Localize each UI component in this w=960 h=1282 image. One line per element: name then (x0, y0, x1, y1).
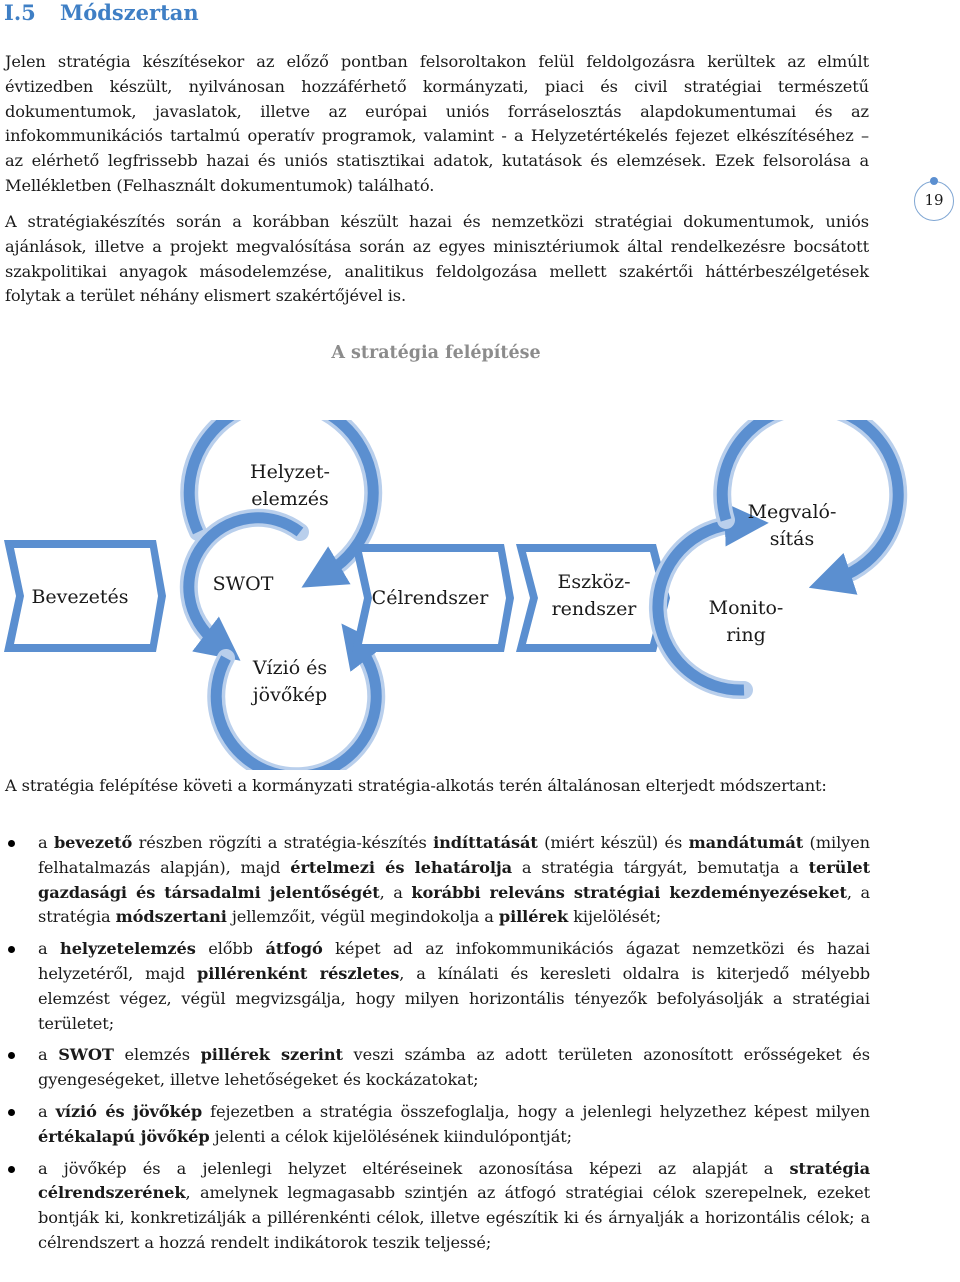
celrendszer-step (352, 544, 514, 652)
bold-text: vízió és jövőkép (55, 1101, 203, 1121)
bold-text: értékalapú jövőkép (38, 1126, 210, 1146)
bold-text: átfogó (265, 939, 323, 959)
helyzetelemzes-step (189, 420, 373, 572)
text-run: kijelölését; (568, 907, 662, 927)
bold-text: korábbi releváns stratégiai kezdeményezéseket (411, 882, 847, 902)
megvalositas-step (722, 420, 898, 578)
bold-text: mandátumát (688, 833, 804, 852)
bevezetes-label: Bevezetés (31, 586, 129, 608)
bold-text: értelmezi és lehatárolja (290, 857, 513, 877)
diagram-title: A stratégia felépítése (331, 343, 541, 363)
text-run: a (38, 939, 61, 959)
helyzetelemzes-label-line2: elemzés (251, 488, 329, 510)
list-item (0, 1043, 870, 1093)
section-number: I.5 (4, 0, 36, 25)
text-run: , a kínálati és keresleti oldalra is kiterjedő mélyebb elemzést végez, végül megvizsgálja, hogy milyen horizontális tényezők befolyásolják a stratégiai területet; (38, 963, 870, 1033)
megvalositas-label-line1: Megvaló- (747, 501, 837, 523)
section-title: Módszertan (60, 0, 199, 25)
text-run: (milyen felhatalmazás alapján), majd (38, 833, 870, 877)
structure-bullet-list (0, 831, 870, 1263)
megvalositas-label-line2: sítás (769, 528, 815, 550)
text-run: (miért készül) és (537, 833, 689, 852)
bold-text: bevezető (53, 833, 133, 852)
text-run: , a (379, 882, 412, 902)
page-number: 19 (924, 191, 944, 209)
eszkozrendszer-step (516, 544, 670, 652)
list-item (0, 1100, 870, 1150)
vizio-label-line1: Vízió és (252, 657, 328, 679)
vizio-label-line2: jövőkép (252, 684, 328, 706)
text-run: a stratégia tárgyát, bemutatja a (512, 857, 809, 877)
text-run: jellemzőit, végül megindokolja a (226, 907, 499, 927)
eszkozrendszer-label-line2: rendszer (551, 598, 637, 620)
bold-text: stratégia célrendszerének (38, 1158, 870, 1203)
method-paragraph: A stratégiakészítés során a korábban készült hazai és nemzetközi stratégiai dokumentumok, uniós ajánlások, illetve a projekt megvalósítása során az egyes minisztériumok által rendelkezésre bocsátott szakpolitikai anyagok másodelemzése, analitikus feldolgozása mellett szakértői háttérbeszélgetések folytak a terület néhány elismert szakértőjével is. (5, 212, 869, 306)
list-item (0, 937, 870, 1036)
bold-text: pillérek (498, 907, 569, 927)
text-run: veszi számba az adott területen azonosított erősségeket és gyengeségeket, illetve lehetőségeket és kockázatokat; (38, 1045, 870, 1090)
celrendszer-label: Célrendszer (371, 587, 489, 609)
text-run: , amelynek legmagasabb szintjén az átfogó stratégiai célok szerepelnek, ezeket bontják ki, konkretizálják a pillérenkénti célok, illetve egészítik ki és árnyalják a horizontális célok; a célrendszert a hozzá rendelt indikátorok teszik teljessé; (38, 1183, 870, 1252)
bold-text: helyzetelemzés (60, 939, 196, 959)
text-run: , a stratégia (38, 882, 870, 927)
monitoring-label-line2: ring (726, 624, 766, 646)
bold-text: pillérek szerint (200, 1045, 343, 1065)
strategy-structure-diagram (0, 420, 960, 770)
list-item (0, 831, 870, 930)
helyzetelemzes-label-line1: Helyzet- (250, 461, 330, 483)
list-item (0, 1157, 870, 1256)
text-run: fejezetben a stratégia összefoglalja, hogy a jelenlegi helyzethez képest milyen (202, 1101, 871, 1121)
text-run: jelenti a célok kijelölésének kiindulópontját; (209, 1126, 573, 1146)
vizio-step (216, 648, 376, 770)
bold-text: terület gazdasági és társadalmi jelentőségét (38, 857, 870, 902)
text-run: a (38, 833, 54, 852)
swot-label: SWOT (212, 573, 274, 595)
text-run: előbb (195, 939, 266, 959)
text-run: képet ad az infokommunikációs ágazat nemzetközi és hazai helyzetéről, majd (38, 939, 870, 983)
section-heading (4, 0, 199, 25)
bold-text: SWOT (58, 1045, 114, 1065)
monitoring-label-line1: Monito- (708, 597, 784, 619)
text-run: elemzés (113, 1045, 201, 1065)
bold-text: pillérenként részletes (197, 963, 400, 983)
monitoring-step (658, 524, 783, 690)
text-run: részben rögzíti a stratégia-készítés (132, 833, 434, 852)
text-run: a (38, 1045, 59, 1065)
bevezetes-step (4, 540, 166, 652)
swot-step (189, 518, 300, 642)
intro-paragraph: Jelen stratégia készítésekor az előző pontban felsoroltakon felül feldolgozásra kerültek az elmúlt évtizedben készült, nyilvánosan hozzáférhető kormányzati, piaci és civil stratégiai természetű dokumentumok, javaslatok, illetve az európai uniós forráselosztás alapdokumentumai és az infokommunikációs tartalmú operatív programok, valamint - a Helyzetértékelés fejezet elkészítéséhez – az elérhető legfrissebb hazai és uniós statisztikai adatok, kutatások és elemzések. Ezek felsorolása a Mellékletben (Felhasznált dokumentumok) található. (5, 52, 869, 195)
eszkozrendszer-label-line1: Eszköz- (557, 571, 631, 593)
text-run: a jövőkép és a jelenlegi helyzet eltéréseinek azonosítása képezi az alapját a (38, 1158, 790, 1178)
text-run: a (38, 1101, 56, 1121)
bold-text: indíttatását (433, 833, 538, 852)
page-number-badge (914, 181, 954, 221)
structure-paragraph: A stratégia felépítése követi a kormányzati stratégia-alkotás terén általánosan elterjedt módszertant: (5, 776, 827, 795)
page-number-dot (930, 177, 938, 185)
bold-text: módszertani (115, 907, 227, 927)
